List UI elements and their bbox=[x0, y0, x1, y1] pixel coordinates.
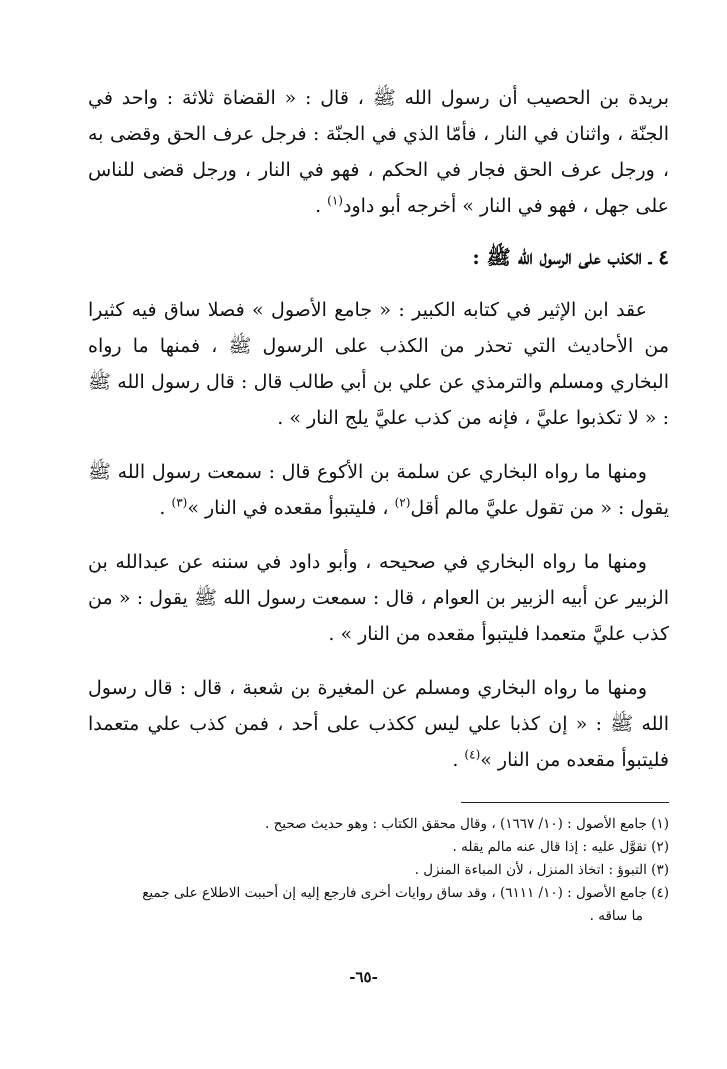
paragraph-3 bbox=[88, 454, 669, 526]
footnote-ref-3: (٣) bbox=[171, 495, 188, 510]
footnote-3: (٣) التبوؤ : اتخاذ المنزل ، لأن المباءة المنزل . bbox=[414, 862, 669, 878]
footnote-ref-1: (١) bbox=[327, 193, 343, 208]
paragraph-5-text: ومنها ما رواه البخاري ومسلم عن المغيرة بن شعبة ، قال : قال رسول الله ﷺ : « إن كذبا علي ليس ككذب على أحد ، فمن كذب علي متعمدا فليتبوأ مقعده من النار » bbox=[88, 677, 669, 771]
paragraph-3-end: . bbox=[159, 497, 172, 519]
footnote-4-continuation: ما ساقه . bbox=[589, 908, 643, 924]
footnote-ref-2: (٢) bbox=[394, 495, 411, 510]
paragraph-3-text-b: ، فليتبوأ مقعده في النار » bbox=[187, 497, 395, 519]
footnote-ref-4: (٤) bbox=[464, 747, 481, 762]
footnote-2: (٢) تقوَّل عليه : إذا قال عنه مالم يقله . bbox=[452, 839, 669, 855]
footnote-1: (١) جامع الأصول : (١٠/ ١٦٦٧) ، وقال محقق الكتاب : وهو حديث صحيح . bbox=[264, 816, 669, 832]
paragraph-3-text-a: ومنها ما رواه البخاري عن سلمة بن الأكوع قال : سمعت رسول الله ﷺ يقول : « من تقول عليَّ مالم أقل bbox=[88, 461, 669, 519]
footnote-divider bbox=[461, 802, 669, 803]
page-number: -٦٥- bbox=[349, 968, 378, 986]
paragraph-1 bbox=[88, 80, 669, 224]
paragraph-5-end: . bbox=[452, 749, 465, 771]
footnote-4: (٤) جامع الأصول : (١٠/ ٦١١١) ، وقد ساق روايات أخرى فارجع إليه إن أحببت الاطلاع على جميع bbox=[142, 885, 669, 901]
paragraph-4: ومنها ما رواه البخاري في صحيحه ، وأبو داود في سننه عن عبدالله بن الزبير عن أبيه الزبير بن العوام ، قال : سمعت رسول الله ﷺ يقول : « من كذب عليَّ متعمدا فليتبوأ مقعده من النار » . bbox=[88, 551, 669, 645]
paragraph-1-end: . bbox=[315, 195, 328, 217]
page-body bbox=[88, 80, 669, 778]
paragraph-2: عقد ابن الإثير في كتابه الكبير : « جامع الأصول » فصلا ساق فيه كثيرا من الأحاديث التي تحذر من الكذب على الرسول ﷺ ، فمنها ما رواه البخاري ومسلم والترمذي عن علي بن أبي طالب قال : قال رسول الله ﷺ : « لا تكذبوا عليَّ ، فإنه من كذب عليَّ يلج النار » . bbox=[88, 299, 669, 429]
paragraph-5 bbox=[88, 670, 669, 778]
section-heading: ٤ ـ الكذب على الرسول الله ﷺ : bbox=[472, 245, 669, 269]
paragraph-1-text: بريدة بن الحصيب أن رسول الله ﷺ ، قال : « القضاة ثلاثة : واحد في الجنّة ، واثنان في النار ، فأمّا الذي في الجنّة : فرجل عرف الحق وقضى به ، ورجل عرف الحق فجار في الحكم ، فهو في النار ، ورجل قضى للناس على جهل ، فهو في النار » أخرجه أبو داود bbox=[88, 87, 669, 217]
footnotes bbox=[90, 813, 669, 928]
